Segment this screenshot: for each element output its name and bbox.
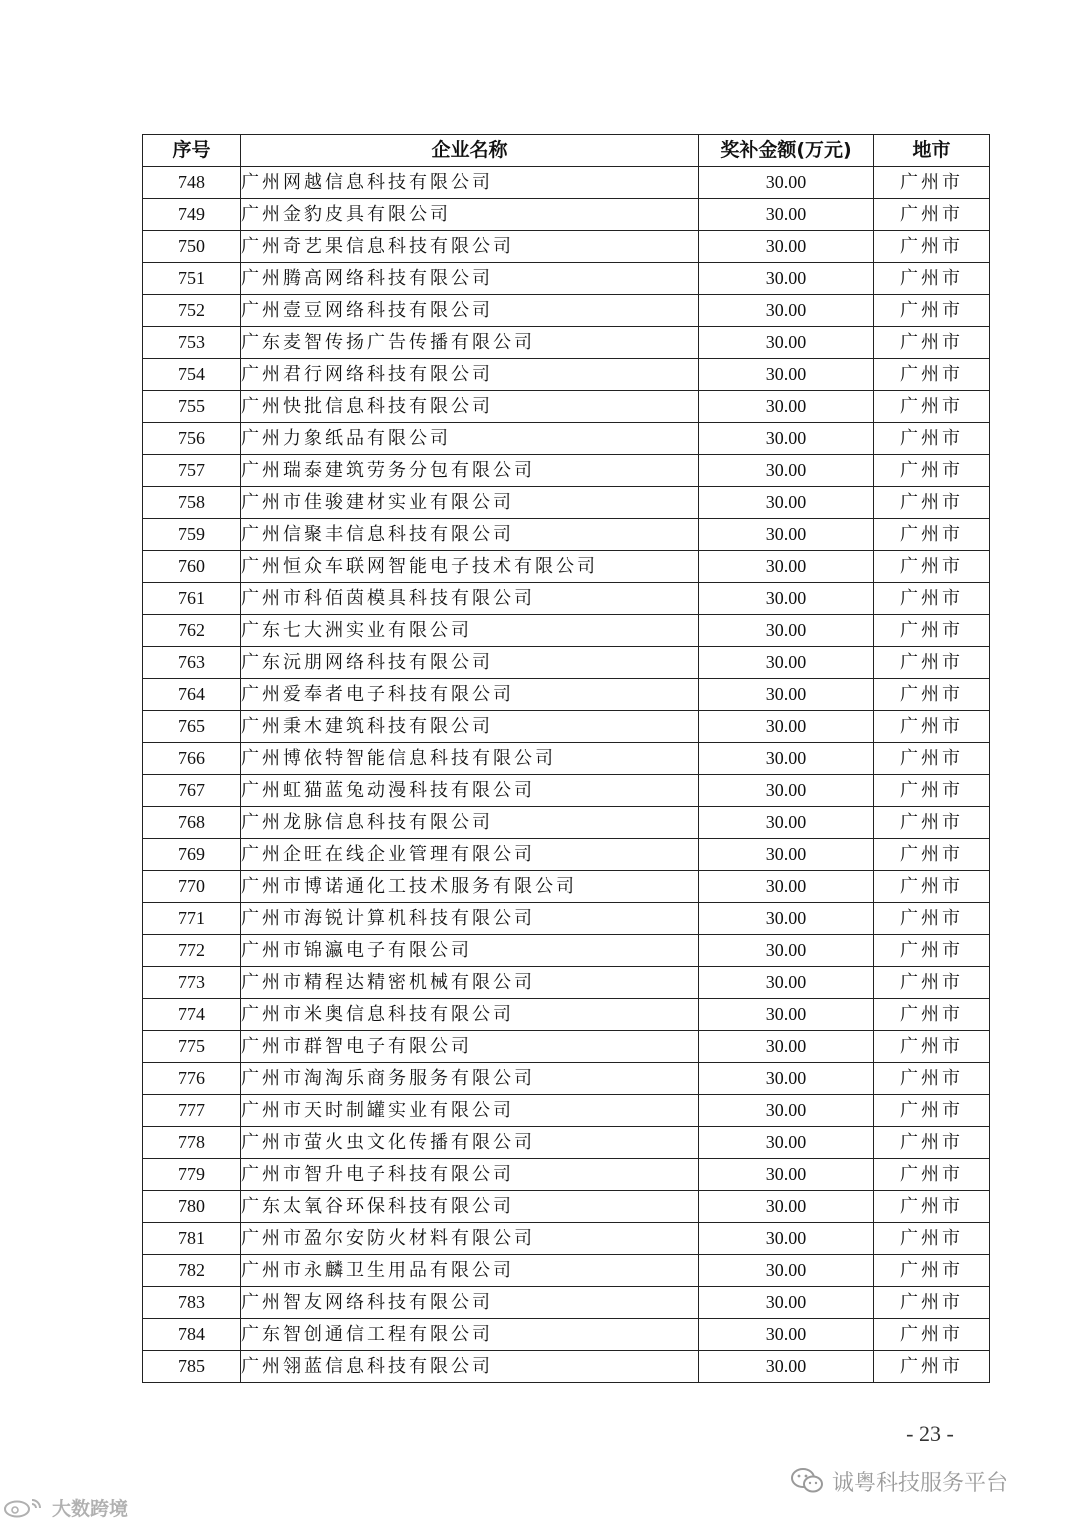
cell-subsidy-amount: 30.00 bbox=[699, 1095, 874, 1127]
table-row bbox=[143, 711, 990, 743]
cell-company-name: 广州博依特智能信息科技有限公司 bbox=[241, 743, 699, 775]
cell-subsidy-amount: 30.00 bbox=[699, 263, 874, 295]
table-row bbox=[143, 263, 990, 295]
cell-subsidy-amount: 30.00 bbox=[699, 711, 874, 743]
table-row bbox=[143, 967, 990, 999]
cell-serial-number: 768 bbox=[143, 807, 241, 839]
cell-serial-number: 770 bbox=[143, 871, 241, 903]
cell-company-name: 广州智友网络科技有限公司 bbox=[241, 1287, 699, 1319]
cell-company-name: 广州翎蓝信息科技有限公司 bbox=[241, 1351, 699, 1383]
cell-company-name: 广州金豹皮具有限公司 bbox=[241, 199, 699, 231]
cell-serial-number: 748 bbox=[143, 167, 241, 199]
cell-serial-number: 750 bbox=[143, 231, 241, 263]
cell-city: 广州市 bbox=[874, 1223, 990, 1255]
cell-serial-number: 749 bbox=[143, 199, 241, 231]
table-row bbox=[143, 295, 990, 327]
cell-subsidy-amount: 30.00 bbox=[699, 903, 874, 935]
cell-city: 广州市 bbox=[874, 647, 990, 679]
cell-company-name: 广东智创通信工程有限公司 bbox=[241, 1319, 699, 1351]
table-row bbox=[143, 871, 990, 903]
cell-city: 广州市 bbox=[874, 455, 990, 487]
header-company-name: 企业名称 bbox=[241, 135, 699, 167]
cell-subsidy-amount: 30.00 bbox=[699, 455, 874, 487]
cell-subsidy-amount: 30.00 bbox=[699, 679, 874, 711]
table-row bbox=[143, 487, 990, 519]
cell-subsidy-amount: 30.00 bbox=[699, 935, 874, 967]
cell-subsidy-amount: 30.00 bbox=[699, 967, 874, 999]
cell-subsidy-amount: 30.00 bbox=[699, 1319, 874, 1351]
cell-subsidy-amount: 30.00 bbox=[699, 1031, 874, 1063]
cell-city: 广州市 bbox=[874, 871, 990, 903]
watermark-right-text: 诚粤科技服务平台 bbox=[832, 1470, 1009, 1496]
cell-serial-number: 760 bbox=[143, 551, 241, 583]
table-row bbox=[143, 1095, 990, 1127]
table-row bbox=[143, 615, 990, 647]
cell-city: 广州市 bbox=[874, 839, 990, 871]
cell-subsidy-amount: 30.00 bbox=[699, 871, 874, 903]
cell-company-name: 广州秉木建筑科技有限公司 bbox=[241, 711, 699, 743]
cell-subsidy-amount: 30.00 bbox=[699, 167, 874, 199]
cell-serial-number: 752 bbox=[143, 295, 241, 327]
cell-subsidy-amount: 30.00 bbox=[699, 615, 874, 647]
cell-city: 广州市 bbox=[874, 615, 990, 647]
cell-city: 广州市 bbox=[874, 1159, 990, 1191]
wechat-icon bbox=[790, 1467, 824, 1495]
cell-serial-number: 783 bbox=[143, 1287, 241, 1319]
table-row bbox=[143, 1031, 990, 1063]
cell-subsidy-amount: 30.00 bbox=[699, 423, 874, 455]
cell-company-name: 广州市萤火虫文化传播有限公司 bbox=[241, 1127, 699, 1159]
cell-subsidy-amount: 30.00 bbox=[699, 1127, 874, 1159]
table-row bbox=[143, 551, 990, 583]
table-header bbox=[143, 135, 990, 167]
cell-company-name: 广东七大洲实业有限公司 bbox=[241, 615, 699, 647]
table-row bbox=[143, 1127, 990, 1159]
cell-serial-number: 753 bbox=[143, 327, 241, 359]
table-row bbox=[143, 807, 990, 839]
cell-subsidy-amount: 30.00 bbox=[699, 327, 874, 359]
cell-city: 广州市 bbox=[874, 711, 990, 743]
cell-subsidy-amount: 30.00 bbox=[699, 647, 874, 679]
cell-subsidy-amount: 30.00 bbox=[699, 775, 874, 807]
cell-serial-number: 779 bbox=[143, 1159, 241, 1191]
cell-subsidy-amount: 30.00 bbox=[699, 839, 874, 871]
cell-city: 广州市 bbox=[874, 519, 990, 551]
cell-company-name: 广州信聚丰信息科技有限公司 bbox=[241, 519, 699, 551]
cell-serial-number: 762 bbox=[143, 615, 241, 647]
cell-city: 广州市 bbox=[874, 263, 990, 295]
cell-serial-number: 751 bbox=[143, 263, 241, 295]
cell-subsidy-amount: 30.00 bbox=[699, 1255, 874, 1287]
table-row bbox=[143, 1063, 990, 1095]
cell-city: 广州市 bbox=[874, 1351, 990, 1383]
subsidy-table bbox=[142, 134, 990, 1383]
cell-serial-number: 777 bbox=[143, 1095, 241, 1127]
cell-company-name: 广州市淘淘乐商务服务有限公司 bbox=[241, 1063, 699, 1095]
table-row bbox=[143, 679, 990, 711]
cell-city: 广州市 bbox=[874, 199, 990, 231]
cell-company-name: 广州市佳骏建材实业有限公司 bbox=[241, 487, 699, 519]
cell-company-name: 广州市智升电子科技有限公司 bbox=[241, 1159, 699, 1191]
cell-subsidy-amount: 30.00 bbox=[699, 743, 874, 775]
cell-serial-number: 757 bbox=[143, 455, 241, 487]
cell-company-name: 广州腾高网络科技有限公司 bbox=[241, 263, 699, 295]
table-row bbox=[143, 455, 990, 487]
cell-serial-number: 781 bbox=[143, 1223, 241, 1255]
cell-city: 广州市 bbox=[874, 551, 990, 583]
cell-subsidy-amount: 30.00 bbox=[699, 583, 874, 615]
cell-city: 广州市 bbox=[874, 903, 990, 935]
table-row bbox=[143, 1351, 990, 1383]
cell-city: 广州市 bbox=[874, 167, 990, 199]
cell-company-name: 广东太氧谷环保科技有限公司 bbox=[241, 1191, 699, 1223]
cell-subsidy-amount: 30.00 bbox=[699, 1351, 874, 1383]
cell-company-name: 广州爱奉者电子科技有限公司 bbox=[241, 679, 699, 711]
cell-subsidy-amount: 30.00 bbox=[699, 1063, 874, 1095]
table-row bbox=[143, 1287, 990, 1319]
cell-subsidy-amount: 30.00 bbox=[699, 487, 874, 519]
cell-city: 广州市 bbox=[874, 487, 990, 519]
cell-serial-number: 765 bbox=[143, 711, 241, 743]
watermark-right bbox=[790, 1463, 1008, 1499]
cell-subsidy-amount: 30.00 bbox=[699, 391, 874, 423]
table-row bbox=[143, 647, 990, 679]
cell-company-name: 广州市锦瀛电子有限公司 bbox=[241, 935, 699, 967]
cell-serial-number: 773 bbox=[143, 967, 241, 999]
cell-serial-number: 784 bbox=[143, 1319, 241, 1351]
table-row bbox=[143, 1159, 990, 1191]
cell-company-name: 广州市精程达精密机械有限公司 bbox=[241, 967, 699, 999]
cell-company-name: 广州恒众车联网智能电子技术有限公司 bbox=[241, 551, 699, 583]
cell-city: 广州市 bbox=[874, 743, 990, 775]
cell-city: 广州市 bbox=[874, 967, 990, 999]
cell-subsidy-amount: 30.00 bbox=[699, 1223, 874, 1255]
cell-city: 广州市 bbox=[874, 807, 990, 839]
cell-city: 广州市 bbox=[874, 1255, 990, 1287]
header-city: 地市 bbox=[874, 135, 990, 167]
cell-subsidy-amount: 30.00 bbox=[699, 295, 874, 327]
cell-city: 广州市 bbox=[874, 423, 990, 455]
table-row bbox=[143, 519, 990, 551]
cell-city: 广州市 bbox=[874, 359, 990, 391]
cell-city: 广州市 bbox=[874, 231, 990, 263]
cell-company-name: 广州虹猫蓝兔动漫科技有限公司 bbox=[241, 775, 699, 807]
header-serial-number: 序号 bbox=[143, 135, 241, 167]
table-row bbox=[143, 391, 990, 423]
cell-subsidy-amount: 30.00 bbox=[699, 519, 874, 551]
cell-serial-number: 780 bbox=[143, 1191, 241, 1223]
cell-serial-number: 771 bbox=[143, 903, 241, 935]
cell-company-name: 广州市群智电子有限公司 bbox=[241, 1031, 699, 1063]
cell-serial-number: 767 bbox=[143, 775, 241, 807]
table-row bbox=[143, 327, 990, 359]
cell-subsidy-amount: 30.00 bbox=[699, 807, 874, 839]
page-number: - 23 - bbox=[906, 1421, 954, 1446]
cell-company-name: 广州力象纸品有限公司 bbox=[241, 423, 699, 455]
table-row bbox=[143, 199, 990, 231]
cell-city: 广州市 bbox=[874, 1287, 990, 1319]
cell-city: 广州市 bbox=[874, 679, 990, 711]
cell-company-name: 广州市天时制罐实业有限公司 bbox=[241, 1095, 699, 1127]
cell-city: 广州市 bbox=[874, 1063, 990, 1095]
cell-company-name: 广州壹豆网络科技有限公司 bbox=[241, 295, 699, 327]
cell-city: 广州市 bbox=[874, 935, 990, 967]
table-row bbox=[143, 423, 990, 455]
cell-company-name: 广州市永麟卫生用品有限公司 bbox=[241, 1255, 699, 1287]
cell-serial-number: 772 bbox=[143, 935, 241, 967]
cell-city: 广州市 bbox=[874, 583, 990, 615]
table-row bbox=[143, 839, 990, 871]
cell-company-name: 广州市博诺通化工技术服务有限公司 bbox=[241, 871, 699, 903]
cell-serial-number: 755 bbox=[143, 391, 241, 423]
cell-company-name: 广东麦智传扬广告传播有限公司 bbox=[241, 327, 699, 359]
table-row bbox=[143, 167, 990, 199]
cell-company-name: 广州市海锐计算机科技有限公司 bbox=[241, 903, 699, 935]
table-row bbox=[143, 903, 990, 935]
cell-serial-number: 775 bbox=[143, 1031, 241, 1063]
cell-serial-number: 761 bbox=[143, 583, 241, 615]
cell-city: 广州市 bbox=[874, 1095, 990, 1127]
table-row bbox=[143, 1191, 990, 1223]
cell-city: 广州市 bbox=[874, 1191, 990, 1223]
table-row bbox=[143, 743, 990, 775]
cell-city: 广州市 bbox=[874, 327, 990, 359]
cell-serial-number: 758 bbox=[143, 487, 241, 519]
table-row bbox=[143, 999, 990, 1031]
header-subsidy-amount: 奖补金额(万元) bbox=[699, 135, 874, 167]
cell-company-name: 广州市科佰茵模具科技有限公司 bbox=[241, 583, 699, 615]
cell-company-name: 广州君行网络科技有限公司 bbox=[241, 359, 699, 391]
cell-subsidy-amount: 30.00 bbox=[699, 231, 874, 263]
cell-subsidy-amount: 30.00 bbox=[699, 551, 874, 583]
cell-subsidy-amount: 30.00 bbox=[699, 199, 874, 231]
cell-city: 广州市 bbox=[874, 295, 990, 327]
cell-company-name: 广州企旺在线企业管理有限公司 bbox=[241, 839, 699, 871]
cell-company-name: 广州快批信息科技有限公司 bbox=[241, 391, 699, 423]
cell-city: 广州市 bbox=[874, 1127, 990, 1159]
table-row bbox=[143, 1319, 990, 1351]
table-body bbox=[143, 167, 990, 1383]
weibo-icon bbox=[2, 1496, 46, 1518]
cell-city: 广州市 bbox=[874, 391, 990, 423]
cell-serial-number: 763 bbox=[143, 647, 241, 679]
cell-subsidy-amount: 30.00 bbox=[699, 999, 874, 1031]
cell-serial-number: 778 bbox=[143, 1127, 241, 1159]
table-row bbox=[143, 359, 990, 391]
watermark-left bbox=[2, 1491, 128, 1523]
cell-city: 广州市 bbox=[874, 1031, 990, 1063]
cell-serial-number: 756 bbox=[143, 423, 241, 455]
cell-subsidy-amount: 30.00 bbox=[699, 1159, 874, 1191]
cell-serial-number: 759 bbox=[143, 519, 241, 551]
table-row bbox=[143, 583, 990, 615]
cell-company-name: 广州市盈尔安防火材料有限公司 bbox=[241, 1223, 699, 1255]
cell-serial-number: 766 bbox=[143, 743, 241, 775]
cell-subsidy-amount: 30.00 bbox=[699, 359, 874, 391]
table-row bbox=[143, 231, 990, 263]
cell-company-name: 广州龙脉信息科技有限公司 bbox=[241, 807, 699, 839]
header-row bbox=[143, 135, 990, 167]
cell-city: 广州市 bbox=[874, 775, 990, 807]
watermark-left-text: 大数跨境 bbox=[52, 1497, 129, 1520]
cell-subsidy-amount: 30.00 bbox=[699, 1191, 874, 1223]
cell-company-name: 广州网越信息科技有限公司 bbox=[241, 167, 699, 199]
table-row bbox=[143, 775, 990, 807]
table-row bbox=[143, 935, 990, 967]
cell-company-name: 广州市米奥信息科技有限公司 bbox=[241, 999, 699, 1031]
cell-serial-number: 785 bbox=[143, 1351, 241, 1383]
cell-serial-number: 776 bbox=[143, 1063, 241, 1095]
cell-company-name: 广东沅朋网络科技有限公司 bbox=[241, 647, 699, 679]
table-row bbox=[143, 1255, 990, 1287]
cell-serial-number: 764 bbox=[143, 679, 241, 711]
table-row bbox=[143, 1223, 990, 1255]
cell-company-name: 广州奇艺果信息科技有限公司 bbox=[241, 231, 699, 263]
cell-city: 广州市 bbox=[874, 999, 990, 1031]
cell-serial-number: 782 bbox=[143, 1255, 241, 1287]
document-sheet bbox=[142, 134, 989, 1383]
cell-serial-number: 769 bbox=[143, 839, 241, 871]
cell-company-name: 广州瑞泰建筑劳务分包有限公司 bbox=[241, 455, 699, 487]
cell-subsidy-amount: 30.00 bbox=[699, 1287, 874, 1319]
cell-city: 广州市 bbox=[874, 1319, 990, 1351]
cell-serial-number: 774 bbox=[143, 999, 241, 1031]
cell-serial-number: 754 bbox=[143, 359, 241, 391]
